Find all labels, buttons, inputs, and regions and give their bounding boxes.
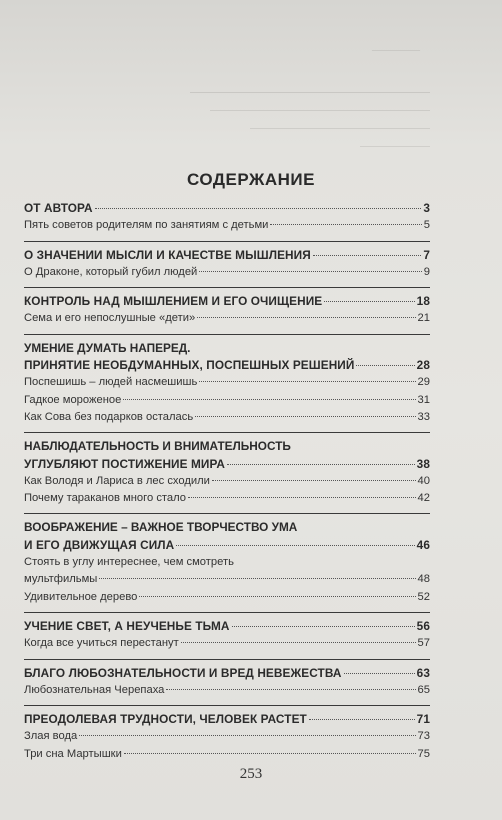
entry-label: Когда все учиться перестанут [24, 637, 179, 650]
entry-page: 5 [423, 219, 430, 232]
leader-dots [123, 399, 415, 400]
leader-dots [227, 464, 415, 465]
leader-dots [197, 317, 415, 318]
toc-section [24, 287, 430, 328]
toc-entry[interactable] [24, 264, 430, 281]
entry-line: Стоять в углу интереснее, чем смотреть [24, 556, 234, 569]
leader-dots [124, 753, 416, 754]
page-number: 253 [239, 766, 263, 782]
entry-label: мультфильмы [24, 573, 98, 586]
toc-section [24, 241, 430, 282]
toc-entry[interactable] [24, 409, 430, 426]
toc-entry[interactable] [24, 682, 430, 699]
section-heading[interactable] [24, 665, 430, 682]
entry-label: О ЗНАЧЕНИИ МЫСЛИ И КАЧЕСТВЕ МЫШЛЕНИЯ [24, 247, 311, 262]
section-heading[interactable] [24, 618, 430, 635]
entry-label: Любознательная Черепаха [24, 683, 165, 696]
section-heading[interactable] [24, 200, 430, 217]
leader-dots [181, 642, 416, 643]
entry-label: Злая вода [24, 730, 78, 743]
show-through-text: ———— [0, 0, 502, 160]
entry-page: 40 [417, 474, 430, 487]
entry-page: 75 [417, 747, 430, 760]
section-heading-line: ВООБРАЖЕНИЕ – ВАЖНОЕ ТВОРЧЕСТВО УМА [24, 520, 298, 535]
entry-page: 38 [416, 456, 430, 471]
section-heading[interactable] [24, 456, 430, 473]
section-heading[interactable] [24, 357, 430, 374]
entry-label: ПРИНЯТИЕ НЕОБДУМАННЫХ, ПОСПЕШНЫХ РЕШЕНИЙ [24, 358, 355, 373]
leader-dots [232, 626, 415, 627]
leader-dots [188, 497, 416, 498]
entry-label: ПРЕОДОЛЕВАЯ ТРУДНОСТИ, ЧЕЛОВЕК РАСТЕТ [24, 712, 307, 727]
toc-entry[interactable] [24, 589, 430, 606]
entry-label: И ЕГО ДВИЖУЩАЯ СИЛА [24, 537, 175, 552]
leader-dots [99, 578, 415, 579]
entry-label: Пять советов родителям по занятиям с детьми [24, 219, 269, 232]
section-heading-line: УМЕНИЕ ДУМАТЬ НАПЕРЕД. [24, 340, 191, 355]
entry-label: ОТ АВТОРА [24, 201, 93, 215]
entry-label: Удивительное дерево [24, 590, 138, 603]
entry-label: УГЛУБЛЯЮТ ПОСТИЖЕНИЕ МИРА [24, 456, 226, 471]
entry-label: КОНТРОЛЬ НАД МЫШЛЕНИЕМ И ЕГО ОЧИЩЕНИЕ [24, 294, 323, 309]
leader-dots [270, 224, 421, 225]
table-of-contents [24, 200, 430, 763]
toc-section [24, 513, 430, 605]
entry-page: 33 [417, 410, 430, 423]
section-heading[interactable] [24, 711, 430, 728]
toc-section [24, 200, 430, 235]
entry-page: 63 [416, 665, 430, 680]
entry-label: Как Володя и Лариса в лес сходили [24, 474, 210, 487]
toc-entry[interactable] [24, 392, 430, 409]
entry-label: Гадкое мороженое [24, 393, 122, 406]
entry-page: 21 [417, 312, 430, 325]
leader-dots [139, 596, 415, 597]
leader-dots [199, 381, 415, 382]
entry-page: 52 [417, 590, 430, 603]
entry-page: 73 [417, 730, 430, 743]
leader-dots [166, 689, 415, 690]
toc-entry[interactable] [24, 217, 430, 234]
toc-section [24, 705, 430, 763]
entry-label: Как Сова без подарков осталась [24, 410, 194, 423]
leader-dots [212, 480, 416, 481]
entry-label: УЧЕНИЕ СВЕТ, А НЕУЧЕНЬЕ ТЬМА [24, 618, 230, 633]
leader-dots [313, 255, 422, 256]
toc-entry[interactable] [24, 473, 430, 490]
entry-page: 42 [417, 492, 430, 505]
entry-label: О Драконе, который губил людей [24, 265, 198, 278]
toc-section [24, 659, 430, 700]
leader-dots [344, 673, 415, 674]
entry-page: 65 [417, 683, 430, 696]
leader-dots [79, 735, 415, 736]
toc-entry[interactable] [24, 571, 430, 588]
entry-page: 31 [417, 393, 430, 406]
leader-dots [199, 271, 421, 272]
entry-label: Сема и его непослушные «дети» [24, 312, 196, 325]
entry-page: 29 [417, 376, 430, 389]
toc-entry[interactable] [24, 374, 430, 391]
toc-section [24, 334, 430, 426]
entry-page: 3 [423, 201, 430, 215]
leader-dots [356, 365, 414, 366]
entry-page: 46 [416, 537, 430, 552]
leader-dots [95, 208, 422, 209]
leader-dots [309, 719, 415, 720]
section-heading[interactable] [24, 293, 430, 310]
entry-label: Три сна Мартышки [24, 747, 122, 760]
toc-entry[interactable] [24, 310, 430, 327]
toc-entry[interactable] [24, 728, 430, 745]
entry-page: 56 [416, 618, 430, 633]
leader-dots [324, 301, 414, 302]
section-heading[interactable] [24, 247, 430, 264]
leader-dots [176, 545, 414, 546]
entry-page: 48 [417, 573, 430, 586]
entry-page: 71 [416, 712, 430, 727]
leader-dots [195, 416, 415, 417]
entry-page: 18 [416, 294, 430, 309]
toc-section [24, 432, 430, 507]
entry-label: БЛАГО ЛЮБОЗНАТЕЛЬНОСТИ И ВРЕД НЕВЕЖЕСТВА [24, 665, 342, 680]
entry-page: 7 [423, 247, 430, 262]
section-heading-line: НАБЛЮДАТЕЛЬНОСТЬ И ВНИМАТЕЛЬНОСТЬ [24, 439, 291, 454]
toc-entry[interactable] [24, 746, 430, 763]
entry-page: 28 [416, 358, 430, 373]
entry-label: Почему тараканов много стало [24, 492, 187, 505]
toc-title: СОДЕРЖАНИЕ [187, 170, 315, 189]
entry-label: Поспешишь – людей насмешишь [24, 376, 198, 389]
section-heading[interactable] [24, 537, 430, 554]
toc-entry[interactable] [24, 635, 430, 652]
toc-section [24, 612, 430, 653]
entry-page: 9 [423, 265, 430, 278]
toc-entry[interactable] [24, 490, 430, 507]
entry-page: 57 [417, 637, 430, 650]
